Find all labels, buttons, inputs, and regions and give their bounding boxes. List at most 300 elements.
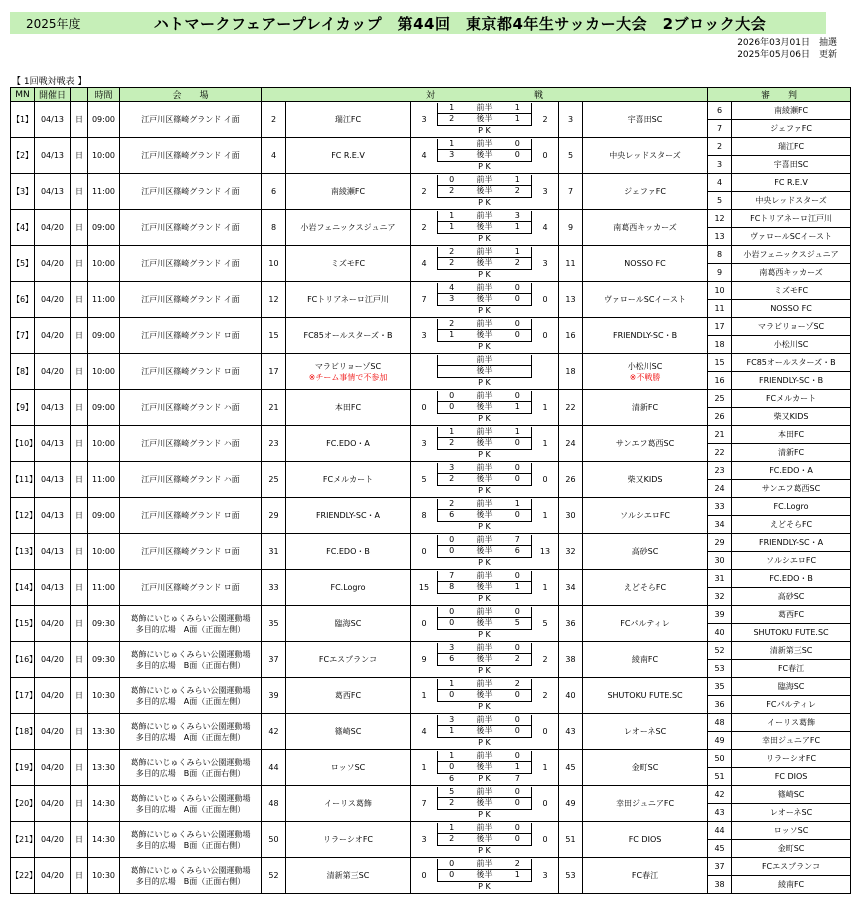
- match-time: 10:00: [88, 246, 120, 282]
- match-date: 04/13: [35, 570, 71, 606]
- referee1-team: 南綾瀬FC: [732, 102, 851, 120]
- away-first-half: 0: [514, 570, 520, 580]
- home-team: [286, 570, 411, 606]
- match-date: 04/13: [35, 390, 71, 426]
- match-day: 日: [71, 210, 88, 246]
- home-team-number: 37: [262, 642, 286, 678]
- score-box: [411, 246, 559, 282]
- match-day: 日: [71, 570, 88, 606]
- away-team-name: サンエフ葛西SC: [615, 439, 675, 448]
- referee1-number: 48: [708, 714, 732, 732]
- away-second-half: 1: [514, 762, 520, 772]
- away-total: 2: [542, 690, 548, 700]
- away-team-name: ジェファFC: [624, 187, 666, 196]
- home-team-name: 葛西FC: [334, 691, 362, 700]
- referee1-number: 44: [708, 822, 732, 840]
- match-time: 11:00: [88, 282, 120, 318]
- first-half-label: 前半: [476, 138, 493, 148]
- home-total: 7: [421, 294, 427, 304]
- venue-line1: 葛飾にいじゅくみらい公園運動場: [130, 721, 251, 731]
- referee2-number: 30: [708, 552, 732, 570]
- away-first-half: 0: [514, 714, 520, 724]
- referee2-number: 53: [708, 660, 732, 678]
- match-day: 日: [71, 534, 88, 570]
- venue-line1: 葛飾にいじゅくみらい公園運動場: [130, 865, 251, 875]
- pk-label: P K: [478, 737, 491, 747]
- away-team: [583, 282, 708, 318]
- second-half-label: 後半: [476, 186, 493, 196]
- away-team-name: 宇喜田SC: [627, 115, 663, 124]
- match-time: 11:00: [88, 570, 120, 606]
- home-second-half: 0: [449, 690, 455, 700]
- pk-label: P K: [478, 125, 491, 135]
- away-team: [583, 858, 708, 894]
- home-team-name: FCトリアネーロ江戸川: [307, 295, 389, 304]
- referee2-team: 清新FC: [732, 444, 851, 462]
- referee2-team: 綾南FC: [732, 876, 851, 894]
- match-date: 04/20: [35, 750, 71, 786]
- home-team: [286, 606, 411, 642]
- referee1-team: ミズモFC: [732, 282, 851, 300]
- away-second-half: 0: [514, 690, 520, 700]
- referee1-number: 42: [708, 786, 732, 804]
- home-second-half: 2: [449, 186, 455, 196]
- home-second-half: 0: [449, 618, 455, 628]
- away-team-number: 5: [559, 138, 583, 174]
- venue-line1: 葛飾にいじゅくみらい公園運動場: [130, 685, 251, 695]
- match-venue: [120, 390, 262, 426]
- home-team: [286, 462, 411, 498]
- away-team: [583, 246, 708, 282]
- venue-line2: 多目的広場 B面（正面右側）: [135, 660, 246, 670]
- venue-line1: 江戸川区篠崎グランド イ面: [141, 259, 240, 268]
- referee1-team: FC.Logro: [732, 498, 851, 516]
- score-box: [411, 642, 559, 678]
- referee1-number: 31: [708, 570, 732, 588]
- away-team-number: 45: [559, 750, 583, 786]
- venue-line1: 江戸川区篠崎グランド ロ面: [141, 331, 240, 340]
- referee1-team: マラビリョーゾSC: [732, 318, 851, 336]
- match-number: 【4】: [11, 210, 35, 246]
- score-box: [411, 534, 559, 570]
- match-time: 14:30: [88, 786, 120, 822]
- match-day: 日: [71, 786, 88, 822]
- pk-label: P K: [478, 161, 491, 171]
- match-day: 日: [71, 426, 88, 462]
- referee1-team: FCメルカート: [732, 390, 851, 408]
- pk-label: P K: [478, 809, 491, 819]
- referee1-number: 35: [708, 678, 732, 696]
- away-second-half: 2: [514, 258, 520, 268]
- home-team-note: ※チーム事情で不参加: [308, 372, 388, 382]
- venue-line1: 江戸川区篠崎グランド ハ面: [141, 439, 240, 448]
- score-box: [411, 750, 559, 786]
- away-team-name: 幸田ジュニアFC: [616, 799, 675, 808]
- away-total: 2: [542, 114, 548, 124]
- second-half-label: 後半: [476, 474, 493, 484]
- away-team-name: 金町SC: [631, 763, 659, 772]
- match-number: 【17】: [11, 678, 35, 714]
- referee2-team: ソルシエロFC: [732, 552, 851, 570]
- home-team-name: マラビリョーゾSC: [314, 361, 382, 371]
- away-total: 1: [542, 402, 548, 412]
- score-box: [411, 786, 559, 822]
- away-first-half: 3: [514, 210, 520, 220]
- match-venue: [120, 498, 262, 534]
- home-second-half: 2: [449, 798, 455, 808]
- away-total: 0: [542, 834, 548, 844]
- referee2-number: 34: [708, 516, 732, 534]
- away-first-half: 0: [514, 462, 520, 472]
- venue-line2: 多目的広場 B面（正面右側）: [135, 768, 246, 778]
- match-time: 09:00: [88, 318, 120, 354]
- first-half-label: 前半: [476, 786, 493, 796]
- away-team-name: SHUTOKU FUTE.SC: [607, 691, 683, 700]
- away-team-number: 30: [559, 498, 583, 534]
- match-number: 【18】: [11, 714, 35, 750]
- away-team-number: 38: [559, 642, 583, 678]
- home-second-half: 2: [449, 834, 455, 844]
- home-total: 4: [421, 150, 427, 160]
- away-team-number: 43: [559, 714, 583, 750]
- home-team-number: 48: [262, 786, 286, 822]
- away-second-half: 0: [514, 294, 520, 304]
- match-venue: [120, 138, 262, 174]
- pk-label: P K: [478, 305, 491, 315]
- first-half-label: 前半: [476, 534, 493, 544]
- score-box: [411, 858, 559, 894]
- referee1-team: 瑞江FC: [732, 138, 851, 156]
- referee2-number: 16: [708, 372, 732, 390]
- home-team-name: ロッソSC: [330, 763, 366, 772]
- match-date: 04/13: [35, 174, 71, 210]
- referee2-number: 24: [708, 480, 732, 498]
- away-total: 0: [542, 798, 548, 808]
- venue-line1: 葛飾にいじゅくみらい公園運動場: [130, 649, 251, 659]
- match-row: [11, 102, 851, 120]
- home-total: [411, 355, 437, 389]
- home-team-number: 6: [262, 174, 286, 210]
- away-pk: 7: [514, 773, 520, 783]
- match-number: 【2】: [11, 138, 35, 174]
- away-first-half: 0: [514, 750, 520, 760]
- home-team-name: 清新第三SC: [326, 871, 370, 880]
- referee1-number: 6: [708, 102, 732, 120]
- match-number: 【16】: [11, 642, 35, 678]
- match-date: 04/13: [35, 534, 71, 570]
- referee2-team: FRIENDLY-SC・B: [732, 372, 851, 390]
- away-total: [532, 355, 558, 389]
- referee2-team: 金町SC: [732, 840, 851, 858]
- away-team: [583, 714, 708, 750]
- referee2-number: 3: [708, 156, 732, 174]
- match-venue: [120, 354, 262, 390]
- match-time: 09:30: [88, 642, 120, 678]
- home-first-half: 2: [449, 318, 455, 328]
- home-team-number: 12: [262, 282, 286, 318]
- match-time: 11:00: [88, 174, 120, 210]
- home-total: 0: [421, 870, 427, 880]
- home-team: [286, 714, 411, 750]
- match-time: 09:00: [88, 498, 120, 534]
- match-time: 13:30: [88, 714, 120, 750]
- referee1-team: イーリス葛飾: [732, 714, 851, 732]
- home-first-half: 2: [449, 246, 455, 256]
- referee2-team: 柴又KIDS: [732, 408, 851, 426]
- col-referee: 審 判: [708, 88, 851, 102]
- match-time: 10:30: [88, 678, 120, 714]
- score-box: [411, 210, 559, 246]
- match-number: 【3】: [11, 174, 35, 210]
- second-half-label: 後半: [476, 798, 493, 808]
- home-team-number: 29: [262, 498, 286, 534]
- pk-label: P K: [478, 413, 491, 423]
- away-second-half: 1: [514, 402, 520, 412]
- pk-label: P K: [478, 233, 491, 243]
- home-team-name: 小岩フェニックスジュニア: [300, 223, 396, 232]
- match-venue: [120, 534, 262, 570]
- score-box: [411, 498, 559, 534]
- home-team: [286, 426, 411, 462]
- away-team-name: ソルシエロFC: [620, 511, 671, 520]
- referee1-number: 39: [708, 606, 732, 624]
- second-half-label: 後半: [476, 438, 493, 448]
- home-first-half: 0: [449, 534, 455, 544]
- home-total: 3: [421, 834, 427, 844]
- match-venue: [120, 678, 262, 714]
- page-title: ハトマークフェアープレイカップ 第44回 東京都4年生サッカー大会 2ブロック大会: [153, 15, 767, 33]
- referee1-team: FRIENDLY-SC・A: [732, 534, 851, 552]
- home-total: 4: [421, 258, 427, 268]
- home-team-name: FC R.E.V: [331, 151, 365, 160]
- match-date: 04/20: [35, 786, 71, 822]
- away-total: 1: [542, 438, 548, 448]
- home-second-half: 1: [449, 726, 455, 736]
- first-half-label: 前半: [476, 174, 493, 184]
- match-date: 04/20: [35, 642, 71, 678]
- match-row: [11, 138, 851, 156]
- venue-line2: 多目的広場 B面（正面右側）: [135, 876, 246, 886]
- referee1-number: 29: [708, 534, 732, 552]
- home-first-half: 2: [449, 498, 455, 508]
- home-team-number: 10: [262, 246, 286, 282]
- pk-label: P K: [478, 485, 491, 495]
- match-date: 04/13: [35, 102, 71, 138]
- away-second-half: 1: [514, 222, 520, 232]
- away-team-name: NOSSO FC: [624, 259, 666, 268]
- referee2-number: 26: [708, 408, 732, 426]
- referee2-number: 5: [708, 192, 732, 210]
- away-team-name: FCパルティレ: [620, 619, 670, 628]
- pk-label: P K: [478, 665, 491, 675]
- match-row: [11, 858, 851, 876]
- pk-label: P K: [478, 269, 491, 279]
- match-time: 10:30: [88, 858, 120, 894]
- away-first-half: 1: [514, 174, 520, 184]
- referee1-team: 臨海SC: [732, 678, 851, 696]
- home-second-half: 2: [449, 258, 455, 268]
- referee2-number: 32: [708, 588, 732, 606]
- referee2-team: 南葛西キッカーズ: [732, 264, 851, 282]
- referee1-number: 12: [708, 210, 732, 228]
- away-first-half: 0: [514, 822, 520, 832]
- away-second-half: 1: [514, 114, 520, 124]
- venue-line1: 葛飾にいじゅくみらい公園運動場: [130, 793, 251, 803]
- home-second-half: 1: [449, 222, 455, 232]
- second-half-label: 後半: [476, 762, 493, 772]
- match-row: [11, 174, 851, 192]
- home-team: [286, 354, 411, 390]
- match-day: 日: [71, 642, 88, 678]
- match-number: 【20】: [11, 786, 35, 822]
- second-half-label: 後半: [476, 294, 493, 304]
- match-row: [11, 822, 851, 840]
- home-team-number: 52: [262, 858, 286, 894]
- match-venue: [120, 246, 262, 282]
- match-day: 日: [71, 606, 88, 642]
- home-second-half: 6: [449, 654, 455, 664]
- first-half-label: 前半: [476, 318, 493, 328]
- away-team-number: 34: [559, 570, 583, 606]
- score-box: [411, 102, 559, 138]
- away-team-number: 3: [559, 102, 583, 138]
- home-total: 7: [421, 798, 427, 808]
- home-total: 1: [421, 690, 427, 700]
- match-day: 日: [71, 318, 88, 354]
- away-team-name: 柴又KIDS: [627, 475, 663, 484]
- referee2-team: レオーネSC: [732, 804, 851, 822]
- match-venue: [120, 714, 262, 750]
- match-date: 04/20: [35, 678, 71, 714]
- match-venue: [120, 174, 262, 210]
- match-number: 【10】: [11, 426, 35, 462]
- match-day: 日: [71, 174, 88, 210]
- match-date: 04/20: [35, 318, 71, 354]
- score-box: [411, 318, 559, 354]
- venue-line2: 多目的広場 B面（正面右側）: [135, 840, 246, 850]
- away-team-note: ※不戦勝: [629, 372, 661, 382]
- match-row: [11, 606, 851, 624]
- first-half-label: 前半: [476, 282, 493, 292]
- away-second-half: 2: [514, 186, 520, 196]
- match-row: [11, 750, 851, 768]
- referee2-team: NOSSO FC: [732, 300, 851, 318]
- second-half-label: 後半: [476, 546, 493, 556]
- referee2-number: 9: [708, 264, 732, 282]
- venue-line2: 多目的広場 A面（正面左側）: [135, 732, 246, 742]
- match-venue: [120, 102, 262, 138]
- away-second-half: 0: [514, 150, 520, 160]
- referee1-team: FC.EDO・A: [732, 462, 851, 480]
- away-total: 1: [542, 510, 548, 520]
- title-bar: [10, 12, 826, 34]
- match-number: 【6】: [11, 282, 35, 318]
- away-team: [583, 210, 708, 246]
- referee1-number: 21: [708, 426, 732, 444]
- match-date: 04/13: [35, 498, 71, 534]
- referee1-team: 清新第三SC: [732, 642, 851, 660]
- home-total: 9: [421, 654, 427, 664]
- home-team: [286, 642, 411, 678]
- second-half-label: 後半: [476, 726, 493, 736]
- match-row: [11, 678, 851, 696]
- second-half-label: 後半: [476, 258, 493, 268]
- home-team-number: 35: [262, 606, 286, 642]
- home-team-number: 31: [262, 534, 286, 570]
- home-pk: 6: [449, 773, 455, 783]
- pk-label: P K: [478, 197, 491, 207]
- pk-label: P K: [478, 629, 491, 639]
- match-row: [11, 246, 851, 264]
- match-time: 10:00: [88, 534, 120, 570]
- match-date: 04/13: [35, 426, 71, 462]
- home-first-half: 3: [449, 642, 455, 652]
- away-total: 0: [542, 474, 548, 484]
- match-row: [11, 282, 851, 300]
- home-team: [286, 498, 411, 534]
- referee1-team: FC R.E.V: [732, 174, 851, 192]
- score-box: [411, 606, 559, 642]
- referee2-team: 宇喜田SC: [732, 156, 851, 174]
- col-day: [71, 88, 88, 102]
- match-number: 【15】: [11, 606, 35, 642]
- away-first-half: 2: [514, 678, 520, 688]
- away-second-half: 0: [514, 834, 520, 844]
- away-total: 5: [542, 618, 548, 628]
- away-team-number: 9: [559, 210, 583, 246]
- home-total: 3: [421, 114, 427, 124]
- away-team: [583, 750, 708, 786]
- second-half-label: 後半: [476, 618, 493, 628]
- away-team: [583, 642, 708, 678]
- second-half-label: 後半: [476, 114, 493, 124]
- match-time: 09:00: [88, 210, 120, 246]
- match-day: 日: [71, 246, 88, 282]
- col-time: 時間: [88, 88, 120, 102]
- away-total: 13: [539, 546, 551, 556]
- home-second-half: 8: [449, 582, 455, 592]
- home-team: [286, 282, 411, 318]
- referee2-number: 51: [708, 768, 732, 786]
- home-team-number: 44: [262, 750, 286, 786]
- home-first-half: 7: [449, 570, 455, 580]
- home-total: 3: [421, 330, 427, 340]
- home-first-half: 1: [449, 678, 455, 688]
- match-day: 日: [71, 858, 88, 894]
- second-half-label: 後半: [476, 834, 493, 844]
- match-day: 日: [71, 498, 88, 534]
- second-half-label: 後半: [476, 150, 493, 160]
- away-second-half: 0: [514, 798, 520, 808]
- venue-line1: 江戸川区篠崎グランド ハ面: [141, 403, 240, 412]
- home-team-number: 25: [262, 462, 286, 498]
- venue-line1: 江戸川区篠崎グランド イ面: [141, 295, 240, 304]
- home-team-name: FC.EDO・A: [326, 439, 370, 448]
- match-day: 日: [71, 390, 88, 426]
- referee2-number: 49: [708, 732, 732, 750]
- referee1-number: 37: [708, 858, 732, 876]
- home-second-half: 2: [449, 474, 455, 484]
- home-total: 2: [421, 186, 427, 196]
- away-team-name: FC春江: [631, 871, 659, 880]
- venue-line1: 葛飾にいじゅくみらい公園運動場: [130, 757, 251, 767]
- away-team-name: えどそらFC: [623, 583, 667, 592]
- away-team: [583, 138, 708, 174]
- home-team-name: イーリス葛飾: [324, 799, 372, 808]
- referee1-team: FCエスプランコ: [732, 858, 851, 876]
- pk-label: P K: [478, 701, 491, 711]
- pk-label: P K: [478, 521, 491, 531]
